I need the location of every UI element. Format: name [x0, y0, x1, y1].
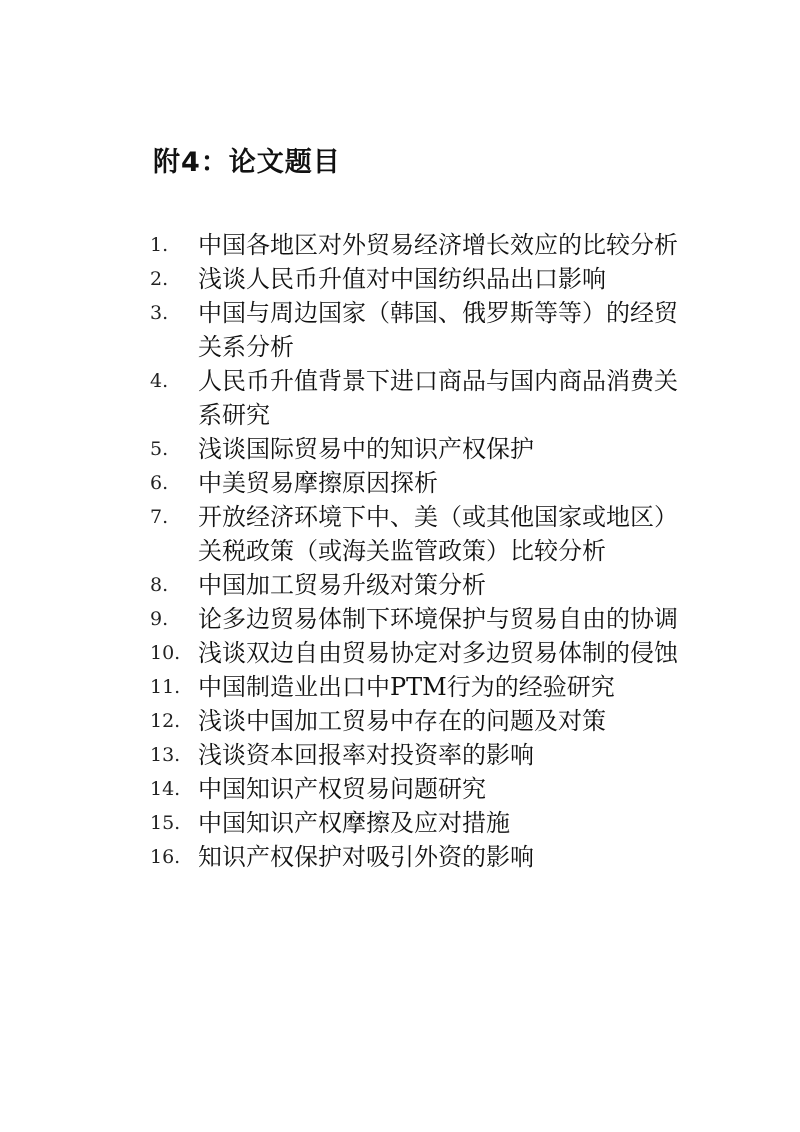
list-item-number: 16.	[150, 846, 181, 868]
list-item	[150, 568, 690, 602]
list-item	[150, 806, 690, 840]
list-item-text: 中国各地区对外贸易经济增长效应的比较分析	[198, 231, 678, 259]
list-item-text: 中国制造业出口中PTM行为的经验研究	[198, 673, 615, 701]
topic-list	[150, 228, 690, 874]
list-item-text: 论多边贸易体制下环境保护与贸易自由的协调	[198, 605, 678, 633]
list-item-text: 浅谈人民币升值对中国纺织品出口影响	[198, 265, 606, 293]
list-item-number: 10.	[150, 642, 181, 664]
list-item-number: 13.	[150, 744, 181, 766]
list-item	[150, 466, 690, 500]
list-item-text: 浅谈双边自由贸易协定对多边贸易体制的侵蚀	[198, 639, 678, 667]
list-item-text: 中美贸易摩擦原因探析	[198, 469, 438, 497]
list-item-text: 中国知识产权摩擦及应对措施	[198, 809, 510, 837]
list-item-number: 1.	[150, 234, 169, 256]
list-item-text: 浅谈中国加工贸易中存在的问题及对策	[198, 707, 606, 735]
list-item-number: 5.	[150, 438, 169, 460]
list-item-text: 浅谈国际贸易中的知识产权保护	[198, 435, 534, 463]
list-item-number: 12.	[150, 710, 181, 732]
list-item-text: 人民币升值背景下进口商品与国内商品消费关系研究	[198, 367, 678, 429]
list-item-number: 2.	[150, 268, 169, 290]
page-title: 附4：论文题目	[153, 147, 341, 178]
list-item-text: 中国加工贸易升级对策分析	[198, 571, 486, 599]
list-item-text: 浅谈资本回报率对投资率的影响	[198, 741, 534, 769]
list-item-number: 14.	[150, 778, 181, 800]
list-item	[150, 262, 690, 296]
list-item-number: 4.	[150, 370, 169, 392]
list-item-number: 7.	[150, 506, 169, 528]
list-item-text: 中国与周边国家（韩国、俄罗斯等等）的经贸关系分析	[198, 299, 678, 361]
list-item	[150, 772, 690, 806]
list-item-text: 开放经济环境下中、美（或其他国家或地区）关税政策（或海关监管政策）比较分析	[198, 503, 678, 565]
list-item-number: 6.	[150, 472, 169, 494]
list-item	[150, 738, 690, 772]
list-item	[150, 296, 690, 364]
list-item	[150, 840, 690, 874]
list-item-text: 知识产权保护对吸引外资的影响	[198, 843, 534, 871]
list-item-text: 中国知识产权贸易问题研究	[198, 775, 486, 803]
list-item	[150, 228, 690, 262]
list-item	[150, 364, 690, 432]
list-item-number: 3.	[150, 302, 169, 324]
list-item-number: 15.	[150, 812, 181, 834]
list-item	[150, 602, 690, 636]
list-item-number: 9.	[150, 608, 169, 630]
list-item-number: 11.	[150, 676, 181, 698]
list-item	[150, 670, 690, 704]
list-item-number: 8.	[150, 574, 169, 596]
list-item	[150, 636, 690, 670]
list-item	[150, 704, 690, 738]
list-item	[150, 500, 690, 568]
list-item	[150, 432, 690, 466]
